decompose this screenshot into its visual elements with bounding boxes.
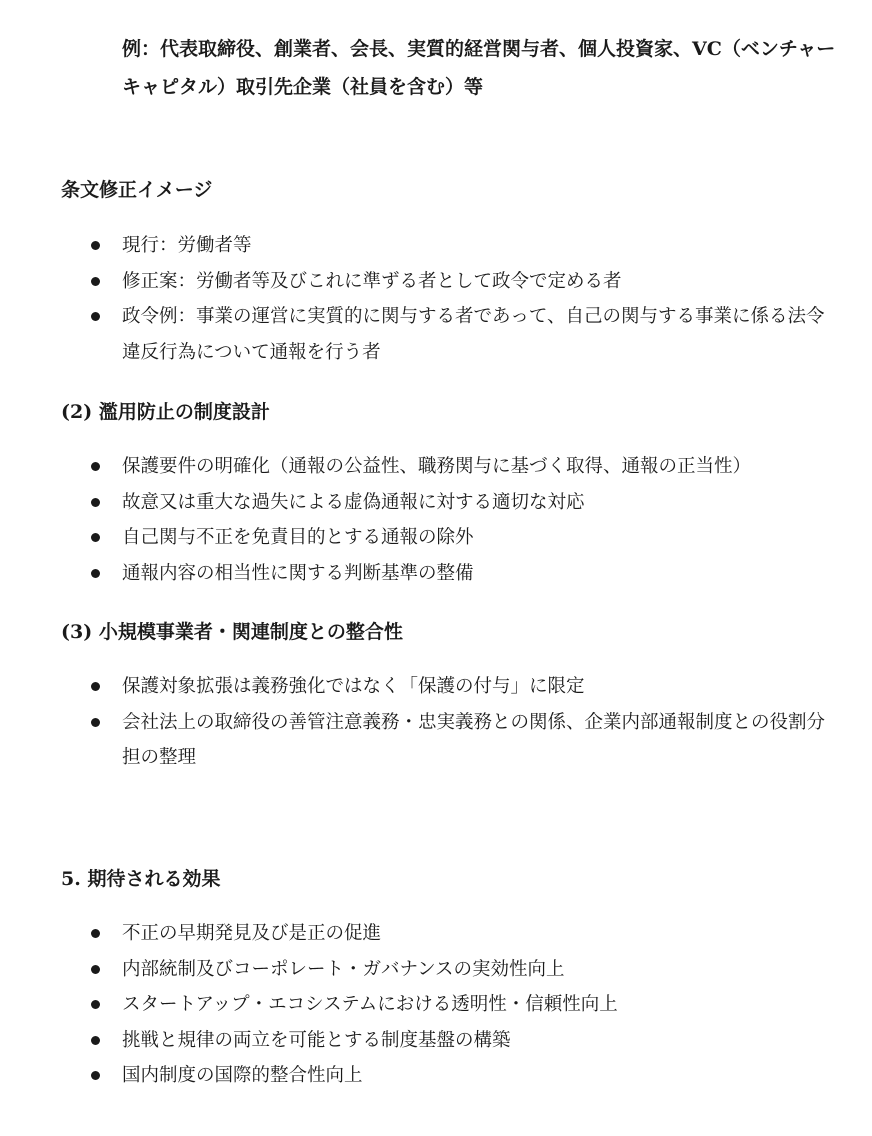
bullet-icon	[91, 533, 100, 542]
example-text: 例：代表取締役、創業者、会長、実質的経営関与者、個人投資家、VC（ベンチャーキャピタル）取引先企業（社員を含む）等	[122, 38, 836, 98]
amendment-list	[0, 228, 872, 370]
list-item-text: 会社法上の取締役の善管注意義務・忠実義務との関係、企業内部通報制度との役割分担の整理	[122, 711, 826, 768]
bullet-icon	[91, 682, 100, 691]
bullet-icon	[91, 277, 100, 286]
list-item	[0, 264, 872, 300]
bullet-icon	[91, 1000, 100, 1009]
bullet-icon	[91, 312, 100, 321]
heading-section-3: (3) 小規模事業者・関連制度との整合性	[61, 621, 403, 643]
list-item-text: 通報内容の相当性に関する判断基準の整備	[122, 562, 474, 584]
list-item	[0, 987, 872, 1023]
bullet-icon	[91, 965, 100, 974]
list-item-text: 保護対象拡張は義務強化ではなく「保護の付与」に限定	[122, 676, 585, 697]
bullet-icon	[91, 462, 100, 471]
section-5-list	[0, 916, 872, 1094]
bullet-icon	[91, 929, 100, 938]
list-item	[0, 520, 872, 556]
list-item	[0, 952, 872, 988]
list-item	[0, 299, 872, 370]
list-item-text: 挑戦と規律の両立を可能とする制度基盤の構築	[122, 1029, 511, 1051]
bullet-icon	[91, 718, 100, 727]
list-item	[0, 228, 872, 264]
list-item	[0, 449, 872, 485]
list-item	[0, 916, 872, 952]
section-3-list	[0, 669, 872, 776]
bullet-icon	[91, 1036, 100, 1045]
list-item	[0, 485, 872, 521]
list-item	[0, 705, 872, 776]
list-item-text: 故意又は重大な過失による虚偽通報に対する適切な対応	[122, 491, 585, 513]
bullet-icon	[91, 498, 100, 507]
list-item	[0, 1023, 872, 1059]
list-item-text: 国内制度の国際的整合性向上	[122, 1065, 363, 1086]
list-item-text: 自己関与不正を免責目的とする通報の除外	[122, 527, 474, 548]
list-item-text: 保護要件の明確化（通報の公益性、職務関与に基づく取得、通報の正当性）	[122, 456, 752, 477]
list-item-text: スタートアップ・エコシステムにおける透明性・信頼性向上	[122, 994, 618, 1015]
bullet-icon	[91, 569, 100, 578]
list-item-text: 不正の早期発見及び是正の促進	[122, 923, 382, 944]
list-item	[0, 1058, 872, 1094]
section-2-list	[0, 449, 872, 591]
heading-section-2: (2) 濫用防止の制度設計	[61, 401, 270, 423]
list-item-text: 修正案：労働者等及びこれに準ずる者として政令で定める者	[122, 270, 622, 292]
bullet-icon	[91, 1071, 100, 1080]
list-item	[0, 669, 872, 705]
list-item-text: 政令例：事業の運営に実質的に関与する者であって、自己の関与する事業に係る法令違反行為について通報を行う者	[122, 306, 825, 363]
list-item-text: 現行：労働者等	[122, 235, 252, 256]
bullet-icon	[91, 241, 100, 250]
list-item	[0, 556, 872, 592]
heading-section-5: 5. 期待される効果	[61, 868, 221, 890]
heading-amendment-image: 条文修正イメージ	[61, 179, 213, 201]
list-item-text: 内部統制及びコーポレート・ガバナンスの実効性向上	[122, 958, 565, 980]
